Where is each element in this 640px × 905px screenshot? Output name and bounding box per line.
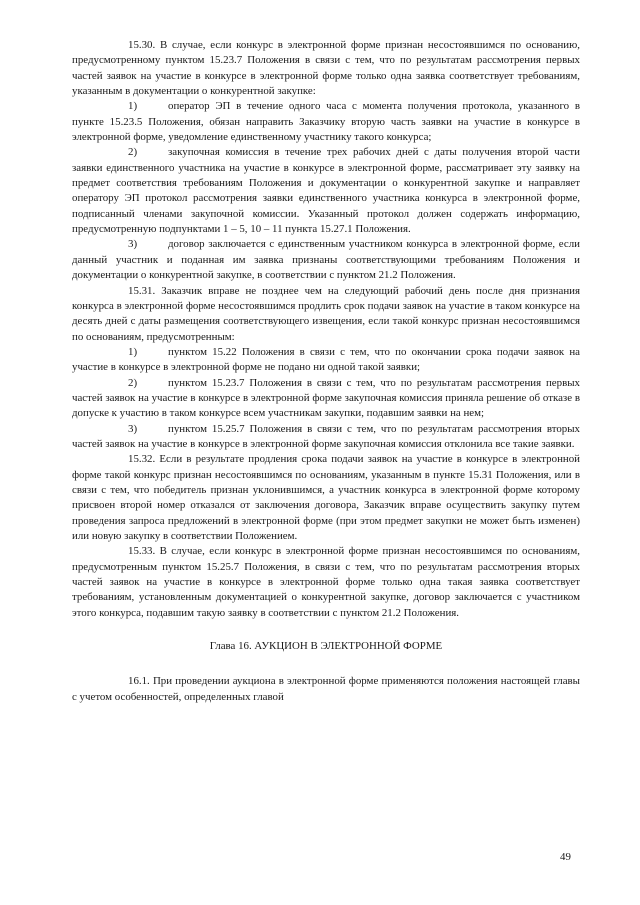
item-number: 2) (128, 376, 138, 389)
item-text: пунктом 15.23.7 Положения в связи с тем, что по результатам рассмотрения первых частей заявок на участие в конкурсе в электронной форме закупочная комиссия приняла решение об отказе в допуске к участию в таком конкурсе всем участникам закупки, подавшим заявки на нем; (72, 376, 580, 420)
list-item (72, 99, 580, 145)
item-number: 3) (128, 422, 138, 435)
item-text: закупочная комиссия в течение трех рабочих дней с даты получения второй части заявки единственного участника на участие в конкурсе в электронной форме, рассматривает эту заявку на предмет соответствия требованиям Положения и документации о конкурентной закупке и направляет оператору ЭП протокол рассмотрения заявки единственного участника конкурса в электронной форме, подписанный членами закупочной комиссии. Указанный протокол должен содержать информацию, предусмотренную подпунктами 1 – 5, 10 – 11 пункта 15.27.1 Положения. (72, 146, 580, 236)
paragraph-16-1: 16.1. При проведении аукциона в электронной форме применяются положения настоящей главы с учетом особенностей, определенных главой (72, 675, 580, 703)
paragraph-15-31: 15.31. Заказчик вправе не позднее чем на следующий рабочий день после дня признания конкурса в электронной форме несостоявшимся продлить срок подачи заявок на участие в таком конкурсе на десять дней с даты размещения соответствующего извещения, если такой конкурс признан несостоявшимся по основаниям, предусмотренным: (72, 284, 580, 343)
list-item (72, 376, 580, 422)
item-number: 1) (128, 100, 138, 113)
item-number: 2) (128, 146, 138, 159)
item-text: оператор ЭП в течение одного часа с момента получения протокола, указанного в пункте 15.23.5 Положения, обязан направить Заказчику вторую часть заявки на участие в конкурсе в электронной форме, уведомление единственному участнику такого конкурса; (72, 100, 580, 144)
chapter-heading: Глава 16. АУКЦИОН В ЭЛЕКТРОННОЙ ФОРМЕ (209, 640, 443, 653)
page-number: 49 (560, 851, 571, 863)
item-text: пунктом 15.25.7 Положения в связи с тем, что по результатам рассмотрения вторых частей заявок на участие в конкурсе в электронной форме закупочная комиссия отклонила все такие заявки. (72, 422, 580, 450)
list-item (72, 237, 580, 283)
list-item (72, 345, 580, 376)
item-text: договор заключается с единственным участником конкурса в электронной форме, если данный участник и поданная им заявка признаны соответствующими требованиям Положения и документации о конкурентной закупке, в соответствии с пунктом 21.2 Положения. (72, 238, 580, 282)
list-item (72, 422, 580, 453)
paragraph-15-30: 15.30. В случае, если конкурс в электронной форме признан несостоявшимся по основанию, предусмотренному пунктом 15.23.7 Положения в связи с тем, что по результатам рассмотрения первых частей заявок на участие в конкурсе в электронной форме только одна заявка соответствует требованиям, указанным в документации о конкурентной закупке: (72, 39, 580, 98)
list-item (72, 145, 580, 237)
item-text: пунктом 15.22 Положения в связи с тем, что по окончании срока подачи заявок на участие в конкурсе в электронной форме не подано ни одной такой заявки; (72, 345, 580, 374)
document-page (72, 38, 580, 705)
item-number: 1) (128, 345, 138, 358)
paragraph-15-33: 15.33. В случае, если конкурс в электронной форме признан несостоявшимся по основаниям, предусмотренным пунктом 15.25.7 Положения, в связи с тем, что по результатам рассмотрения вторых частей заявок на участие в конкурсе в электронной форме только одна такая заявка соответствует требованиям, установленным документацией о конкурентной закупке, договор заключается с участником этого конкурса, подавшим такую заявку в соответствии с пунктом 21.2 Положения. (72, 545, 580, 619)
paragraph-15-32: 15.32. Если в результате продления срока подачи заявок на участие в конкурсе в электронной форме такой конкурс признан несостоявшимся по основаниям, указанным в пункте 15.31 Положения, или в связи с тем, что победитель признан уклонившимся, а участник конкурса в электронной форме которому присвоен второй номер отказался от заключения договора, Заказчик вправе осуществить закупку путем проведения запроса предложений в электронной форме (при этом предмет закупки не может быть изменен) или новую закупку в соответствии Положением. (72, 453, 580, 542)
item-number: 3) (128, 238, 138, 251)
